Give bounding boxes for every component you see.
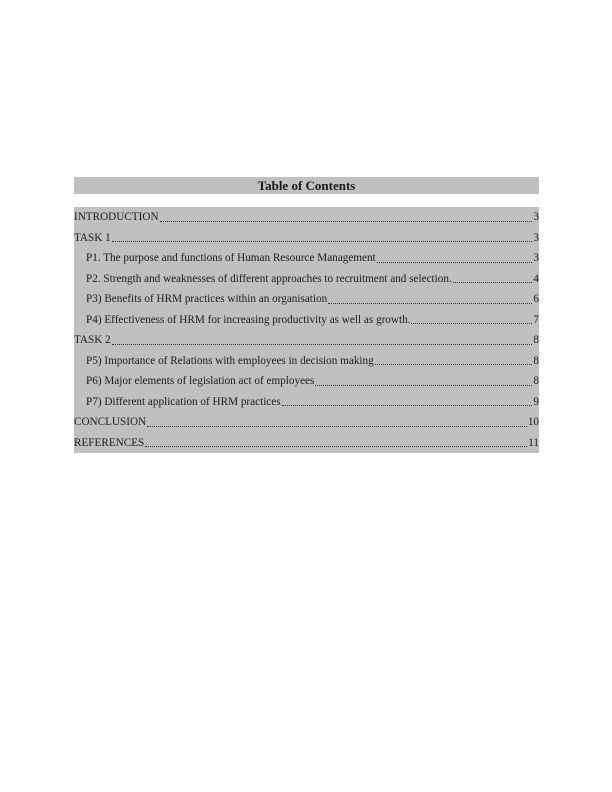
table-of-contents xyxy=(74,177,539,453)
dot-leader xyxy=(411,323,532,324)
toc-entry-p1[interactable] xyxy=(74,248,539,269)
dot-leader xyxy=(145,446,527,447)
toc-entry-page: 8 xyxy=(533,375,539,387)
toc-entry-page: 4 xyxy=(533,272,539,285)
toc-entry-label: P5) Importance of Relations with employees in decision making xyxy=(86,354,374,367)
toc-entry-page: 7 xyxy=(533,313,539,326)
toc-entry-p7[interactable] xyxy=(74,392,539,413)
dot-leader xyxy=(112,344,533,345)
dot-leader xyxy=(112,241,533,242)
toc-entry-task-1[interactable] xyxy=(74,228,539,249)
toc-entry-p2[interactable] xyxy=(74,269,539,290)
toc-entry-label: P6) Major elements of legislation act of employees xyxy=(86,375,315,387)
toc-entry-label: TASK 1 xyxy=(74,231,111,244)
toc-entry-page: 3 xyxy=(533,252,539,264)
toc-entry-label: P2. Strength and weaknesses of different approaches to recruitment and selection. xyxy=(86,272,452,285)
dot-leader xyxy=(377,262,533,263)
toc-entry-label: P1. The purpose and functions of Human Resource Management xyxy=(86,252,376,264)
toc-entry-page: 11 xyxy=(528,436,539,449)
toc-entry-label: TASK 2 xyxy=(74,334,111,346)
toc-entry-p4[interactable] xyxy=(74,310,539,331)
toc-entry-page: 6 xyxy=(533,293,539,305)
toc-entry-label: CONCLUSION xyxy=(74,416,147,428)
dot-leader xyxy=(315,385,532,386)
dot-leader xyxy=(375,364,533,365)
toc-entry-p5[interactable] xyxy=(74,351,539,372)
dot-leader xyxy=(328,303,532,304)
toc-entry-label: P7) Different application of HRM practices xyxy=(86,395,281,408)
toc-entry-references[interactable] xyxy=(74,433,539,454)
toc-entry-page: 8 xyxy=(533,334,539,346)
toc-entry-task-2[interactable] xyxy=(74,330,539,351)
toc-entry-p6[interactable] xyxy=(74,371,539,392)
toc-title: Table of Contents xyxy=(74,177,539,194)
toc-entry-p3[interactable] xyxy=(74,289,539,310)
toc-entry-label: P3) Benefits of HRM practices within an organisation xyxy=(86,293,328,305)
toc-entry-introduction[interactable] xyxy=(74,207,539,228)
toc-entry-label: INTRODUCTION xyxy=(74,211,159,223)
toc-entry-page: 9 xyxy=(533,395,539,408)
toc-entry-label: REFERENCES xyxy=(74,436,145,449)
toc-entry-page: 10 xyxy=(527,416,539,428)
toc-entry-page: 3 xyxy=(533,231,539,244)
toc-entry-page: 8 xyxy=(533,354,539,367)
toc-entry-page: 3 xyxy=(533,211,539,223)
dot-leader xyxy=(160,221,533,222)
toc-entry-label: P4) Effectiveness of HRM for increasing productivity as well as growth. xyxy=(86,313,411,326)
toc-entry-conclusion[interactable] xyxy=(74,412,539,433)
dot-leader xyxy=(282,405,533,406)
dot-leader xyxy=(147,426,527,427)
dot-leader xyxy=(453,282,533,283)
